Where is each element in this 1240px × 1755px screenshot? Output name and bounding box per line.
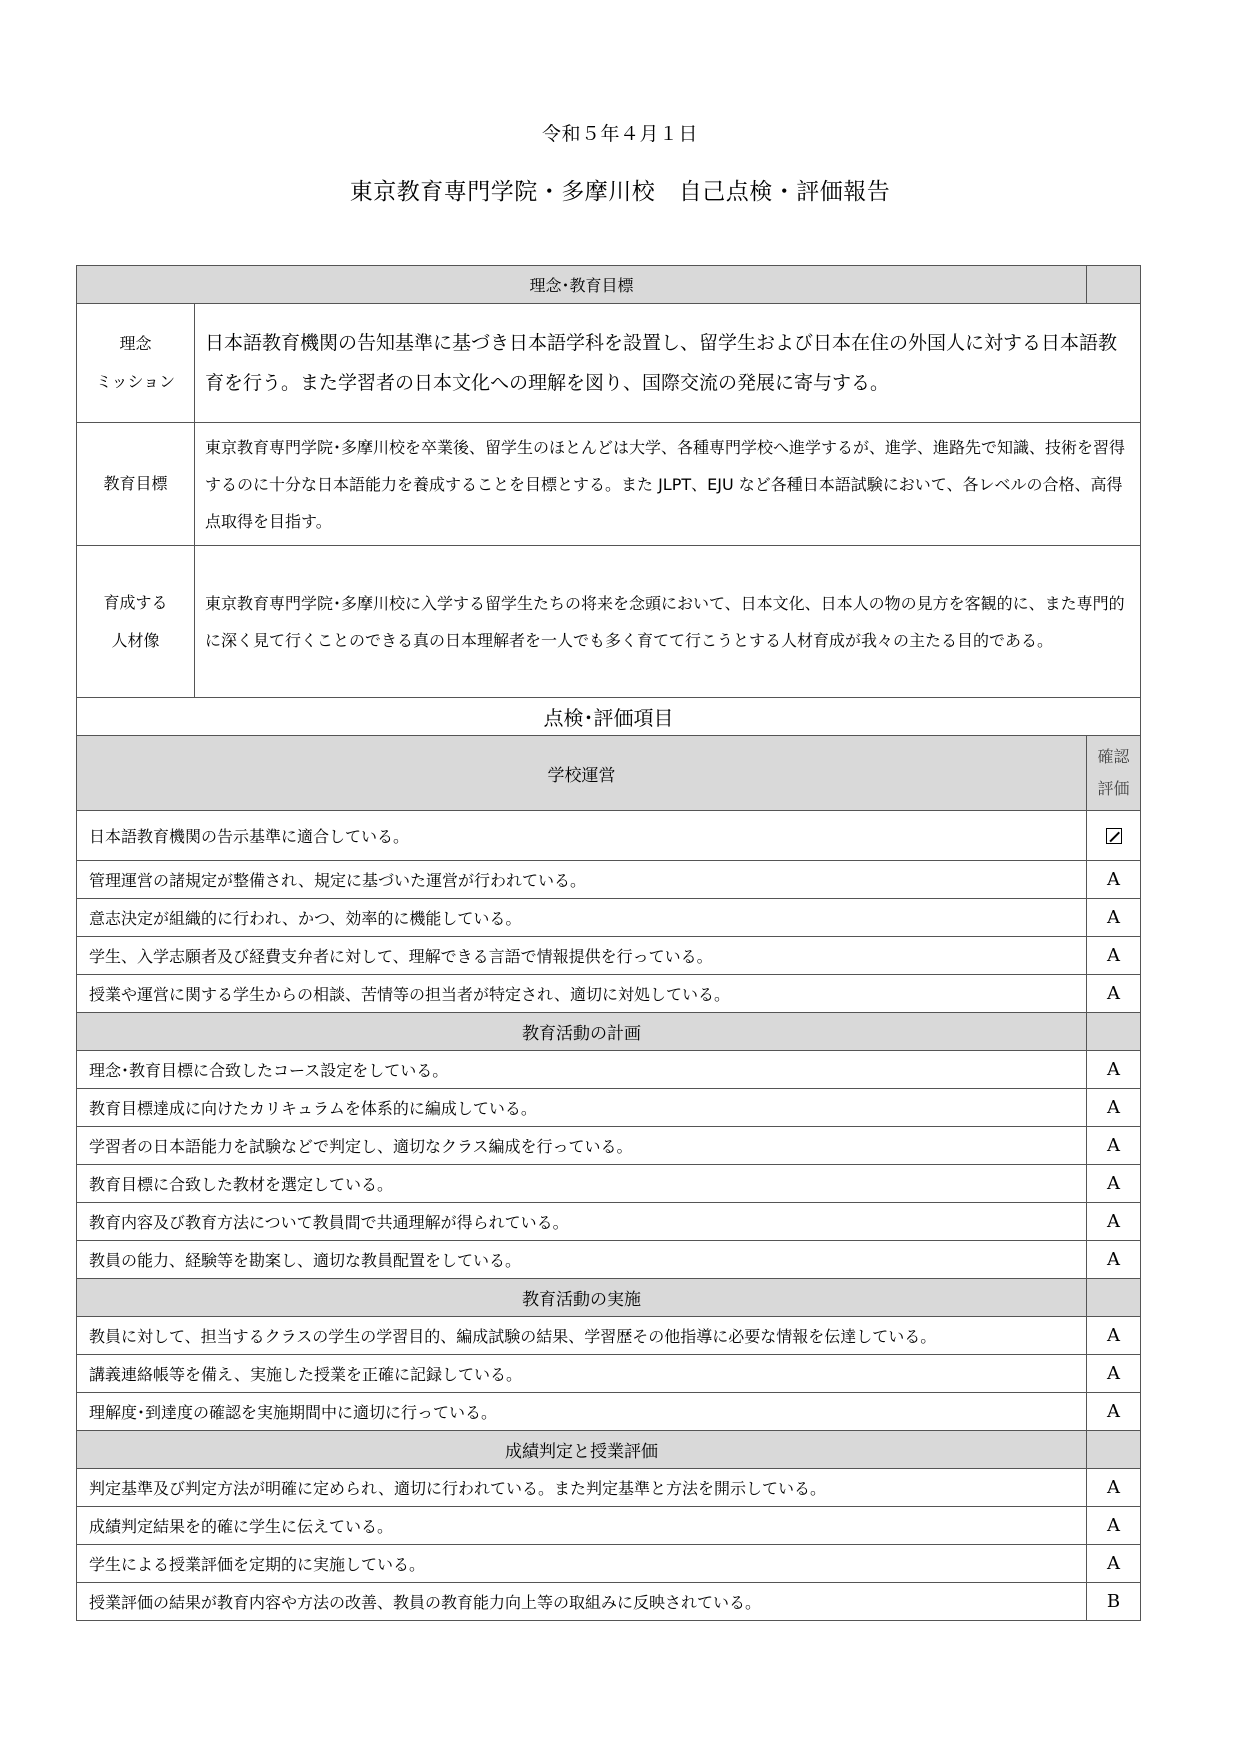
evaluation-item-grade: A — [1087, 975, 1141, 1013]
evaluation-item-row — [77, 811, 1141, 861]
evaluation-item-row — [77, 1507, 1141, 1545]
philosophy-heading: 理念･教育目標 — [77, 266, 1087, 304]
evaluation-item-row — [77, 1203, 1141, 1241]
report-date: 令和５年４月１日 — [541, 123, 698, 145]
evaluation-item-grade: B — [1087, 1583, 1141, 1621]
evaluation-item-text: 講義連絡帳等を備え、実施した授業を正確に記録している。 — [77, 1355, 1087, 1393]
evaluation-item-text: 教育内容及び教育方法について教員間で共通理解が得られている。 — [77, 1203, 1087, 1241]
evaluation-item-grade: A — [1087, 1317, 1141, 1355]
section-title: 教育活動の実施 — [77, 1279, 1087, 1317]
mission-label — [77, 304, 195, 423]
section-title: 成績判定と授業評価 — [77, 1431, 1087, 1469]
evaluation-item-row — [77, 1393, 1141, 1431]
evaluation-title-row — [77, 698, 1141, 736]
evaluation-item-grade: A — [1087, 937, 1141, 975]
evaluation-item-row — [77, 1089, 1141, 1127]
evaluation-item-grade: A — [1087, 1393, 1141, 1431]
evaluation-item-grade: A — [1087, 1545, 1141, 1583]
goal-label — [77, 423, 195, 546]
evaluation-item-grade: A — [1087, 1051, 1141, 1089]
evaluation-item-row — [77, 861, 1141, 899]
mission-label-line-1: 理念 — [119, 334, 152, 353]
mission-text: 日本語教育機関の告知基準に基づき日本語学科を設置し、留学生および日本在住の外国人に対する日本語教育を行う。また学習者の日本文化への理解を図り、国際交流の発展に寄与する。 — [195, 304, 1141, 423]
philosophy-header-row — [77, 266, 1141, 304]
evaluation-item-text: 意志決定が組織的に行われ、かつ、効率的に機能している。 — [77, 899, 1087, 937]
report-table-wrapper — [76, 265, 1140, 1621]
section-grade-blank — [1087, 1279, 1141, 1317]
philosophy-header-blank — [1087, 266, 1141, 304]
check-header-line-2: 評価 — [1097, 779, 1130, 798]
evaluation-item-row — [77, 1127, 1141, 1165]
section-grade-blank — [1087, 1013, 1141, 1051]
evaluation-item-grade: A — [1087, 1355, 1141, 1393]
category-row — [77, 1279, 1141, 1317]
evaluation-item-row — [77, 1545, 1141, 1583]
checked-box-icon — [1106, 828, 1122, 844]
mission-label-line-2: ミッション — [95, 372, 176, 391]
talent-label — [77, 546, 195, 698]
evaluation-item-text: 教育目標に合致した教材を選定している。 — [77, 1165, 1087, 1203]
philosophy-row-mission — [77, 304, 1141, 423]
evaluation-item-row — [77, 899, 1141, 937]
philosophy-row-talent — [77, 546, 1141, 698]
evaluation-item-text: 成績判定結果を的確に学生に伝えている。 — [77, 1507, 1087, 1545]
evaluation-item-row — [77, 1241, 1141, 1279]
evaluation-item-grade: A — [1087, 899, 1141, 937]
evaluation-item-grade: A — [1087, 1469, 1141, 1507]
section-title-management: 学校運営 — [77, 736, 1087, 811]
evaluation-item-grade: A — [1087, 1127, 1141, 1165]
report-title: 東京教育専門学院・多摩川校 自己点検・評価報告 — [349, 179, 891, 205]
evaluation-item-text: 理念･教育目標に合致したコース設定をしている。 — [77, 1051, 1087, 1089]
philosophy-row-goal — [77, 423, 1141, 546]
talent-label-line-2: 人材像 — [111, 630, 160, 650]
evaluation-item-text: 管理運営の諸規定が整備され、規定に基づいた運営が行われている。 — [77, 861, 1087, 899]
evaluation-item-check — [1087, 811, 1141, 861]
evaluation-item-text: 判定基準及び判定方法が明確に定められ、適切に行われている。また判定基準と方法を開示している。 — [77, 1469, 1087, 1507]
category-row — [77, 1013, 1141, 1051]
evaluation-item-row — [77, 1317, 1141, 1355]
report-table — [76, 265, 1141, 1621]
evaluation-item-row — [77, 937, 1141, 975]
evaluation-item-row — [77, 1165, 1141, 1203]
management-header-row — [77, 736, 1141, 811]
evaluation-item-row — [77, 1469, 1141, 1507]
evaluation-item-row — [77, 975, 1141, 1013]
evaluation-item-grade: A — [1087, 1241, 1141, 1279]
check-grade-header — [1087, 736, 1141, 811]
evaluation-item-text: 授業や運営に関する学生からの相談、苦情等の担当者が特定され、適切に対処している。 — [77, 975, 1087, 1013]
check-header-line-1: 確認 — [1097, 747, 1130, 766]
evaluation-item-text: 学生による授業評価を定期的に実施している。 — [77, 1545, 1087, 1583]
evaluation-item-text: 教員に対して、担当するクラスの学生の学習目的、編成試験の結果、学習歴その他指導に必要な情報を伝達している。 — [77, 1317, 1087, 1355]
section-title: 教育活動の計画 — [77, 1013, 1087, 1051]
talent-text: 東京教育専門学院･多摩川校に入学する留学生たちの将来を念頭において、日本文化、日本人の物の見方を客観的に、また専門的に深く見て行くことのできる真の日本理解者を一人でも多く育てて行こうとする人材育成が我々の主たる目的である。 — [195, 546, 1141, 698]
evaluation-item-grade: A — [1087, 1203, 1141, 1241]
evaluation-item-row — [77, 1355, 1141, 1393]
evaluation-body — [77, 811, 1141, 1621]
evaluation-heading: 点検･評価項目 — [77, 698, 1141, 736]
evaluation-item-text: 日本語教育機関の告示基準に適合している。 — [77, 811, 1087, 861]
evaluation-item-grade: A — [1087, 861, 1141, 899]
evaluation-item-grade: A — [1087, 1165, 1141, 1203]
evaluation-item-row — [77, 1583, 1141, 1621]
evaluation-item-text: 教員の能力、経験等を勘案し、適切な教員配置をしている。 — [77, 1241, 1087, 1279]
evaluation-item-text: 教育目標達成に向けたカリキュラムを体系的に編成している。 — [77, 1089, 1087, 1127]
evaluation-item-text: 理解度･到達度の確認を実施期間中に適切に行っている。 — [77, 1393, 1087, 1431]
evaluation-item-grade: A — [1087, 1089, 1141, 1127]
evaluation-item-grade: A — [1087, 1507, 1141, 1545]
goal-label-line-1: 教育目標 — [103, 474, 168, 493]
category-row — [77, 1431, 1141, 1469]
evaluation-item-text: 学習者の日本語能力を試験などで判定し、適切なクラス編成を行っている。 — [77, 1127, 1087, 1165]
evaluation-item-text: 授業評価の結果が教育内容や方法の改善、教員の教育能力向上等の取組みに反映されている。 — [77, 1583, 1087, 1621]
evaluation-item-text: 学生、入学志願者及び経費支弁者に対して、理解できる言語で情報提供を行っている。 — [77, 937, 1087, 975]
section-grade-blank — [1087, 1431, 1141, 1469]
talent-label-line-1: 育成する — [103, 592, 168, 612]
evaluation-item-row — [77, 1051, 1141, 1089]
goal-text: 東京教育専門学院･多摩川校を卒業後、留学生のほとんどは大学、各種専門学校へ進学するが、進学、進路先で知識、技術を習得するのに十分な日本語能力を養成することを目標とする。また JLPT、EJU など各種日本語試験において、各レベルの合格、高得点取得を目指す。 — [195, 423, 1141, 546]
